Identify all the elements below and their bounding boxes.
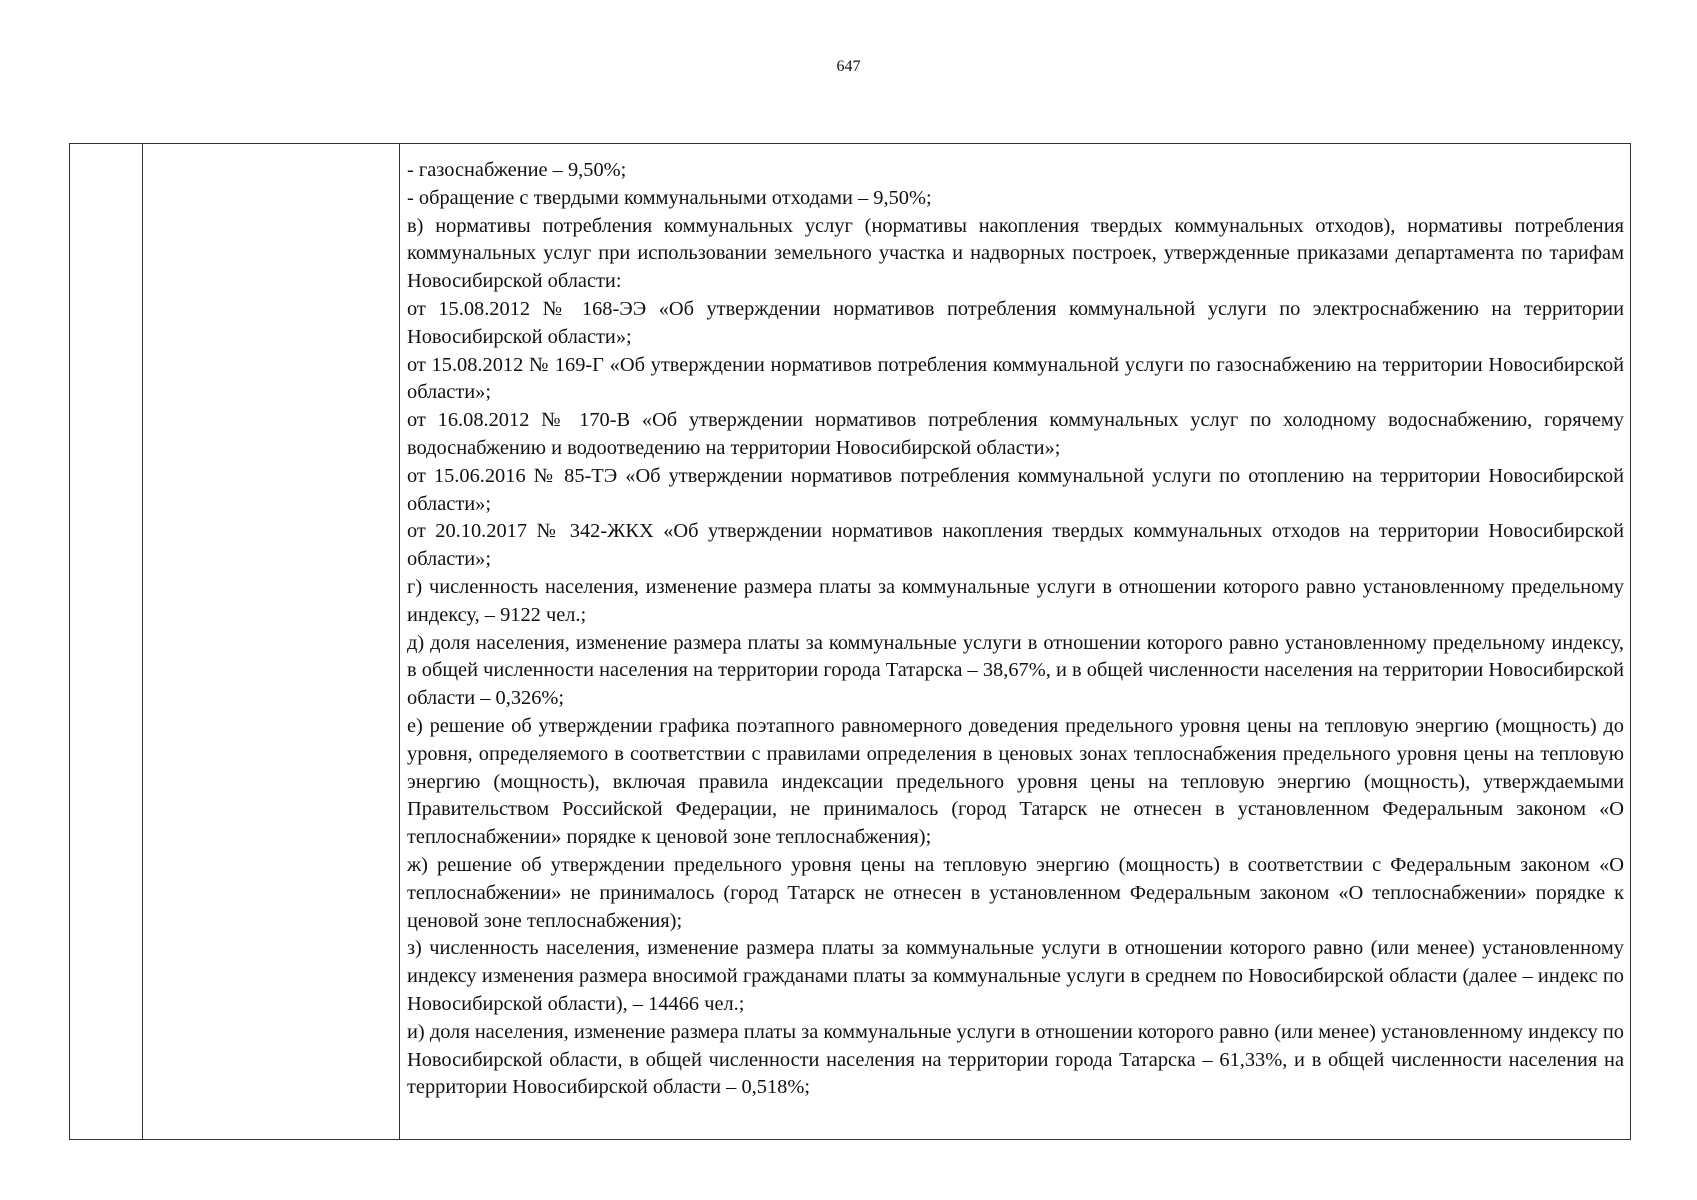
paragraph-item-i: и) доля населения, изменение размера платы за коммунальные услуги в отношении которого равно (или менее) установленному индексу по Новосибирской области, в общей численности населения на территории города Татарска – 61,33%, и в общей численности населения на территории Новосибирской области – 0,518%; [407,1020,1624,1099]
paragraph-item-z: з) численность населения, изменение размера платы за коммунальные услуги в отношении которого равно (или менее) установленному индексу изменения размера вносимой гражданами платы за коммунальные услуги в среднем по Новосибирской области (далее – индекс по Новосибирской области), – 14466 чел.; [407,937,1624,1015]
paragraph-order-169: от 15.08.2012 № 169-Г «Об утверждении нормативов потребления коммунальной услуги по газоснабжению на территории Новосибирской области»; [407,353,1624,404]
paragraph-gas-supply: - газоснабжение – 9,50%; [407,159,627,181]
table-cell-content [400,144,1631,1140]
table-cell-name [143,144,400,1140]
paragraph-item-g: г) численность населения, изменение размера платы за коммунальные услуги в отношении которого равно установленному предельному индексу, – 9122 чел.; [407,575,1624,626]
document-table [69,143,1631,1140]
paragraph-order-170: от 16.08.2012 № 170-В «Об утверждении нормативов потребления коммунальных услуг по холодному водоснабжению, горячему водоснабжению и водоотведению на территории Новосибирской области»; [407,409,1624,459]
paragraph-item-v: в) нормативы потребления коммунальных услуг (нормативы накопления твердых коммунальных отходов), нормативы потребления коммунальных услуг при использовании земельного участка и надворных построек, утвержденные приказами департамента по тарифам Новосибирской области: [407,214,1624,293]
table-cell-number [70,144,143,1140]
paragraph-order-168: от 15.08.2012 № 168-ЭЭ «Об утверждении нормативов потребления коммунальной услуги по электроснабжению на территории Новосибирской области»; [407,297,1624,348]
paragraph-order-342: от 20.10.2017 № 342-ЖКХ «Об утверждении нормативов накопления твердых коммунальных отходов на территории Новосибирской области»; [407,520,1624,571]
table-row [70,144,1631,1140]
page-number: 647 [836,58,861,75]
paragraph-order-85: от 15.06.2016 № 85-ТЭ «Об утверждении нормативов потребления коммунальной услуги по отоплению на территории Новосибирской области»; [407,464,1624,515]
paragraph-item-d: д) доля населения, изменение размера платы за коммунальные услуги в отношении которого равно установленному предельному индексу, в общей численности населения на территории города Татарска – 38,67%, и в общей численности населения на территории Новосибирской области – 0,326%; [407,631,1624,710]
paragraph-item-zh: ж) решение об утверждении предельного уровня цены на тепловую энергию (мощность) в соответствии с Федеральным законом «О теплоснабжении» не принималось (город Татарск не отнесен в установленном Федеральным законом «О теплоснабжении» порядке к ценовой зоне теплоснабжения); [407,853,1624,932]
paragraph-solid-waste: - обращение с твердыми коммунальными отходами – 9,50%; [407,186,932,209]
paragraph-item-e: е) решение об утверждении графика поэтапного равномерного доведения предельного уровня цены на тепловую энергию (мощность) до уровня, определяемого в соответствии с правилами определения в ценовых зонах теплоснабжения предельного уровня цены на тепловую энергию (мощность), включая правила индексации предельного уровня цены на тепловую энергию (мощность), утверждаемыми Правительством Российской Федерации, не принималось (город Татарск не отнесен в установленном Федеральным законом «О теплоснабжении» порядке к ценовой зоне теплоснабжения); [407,714,1624,849]
